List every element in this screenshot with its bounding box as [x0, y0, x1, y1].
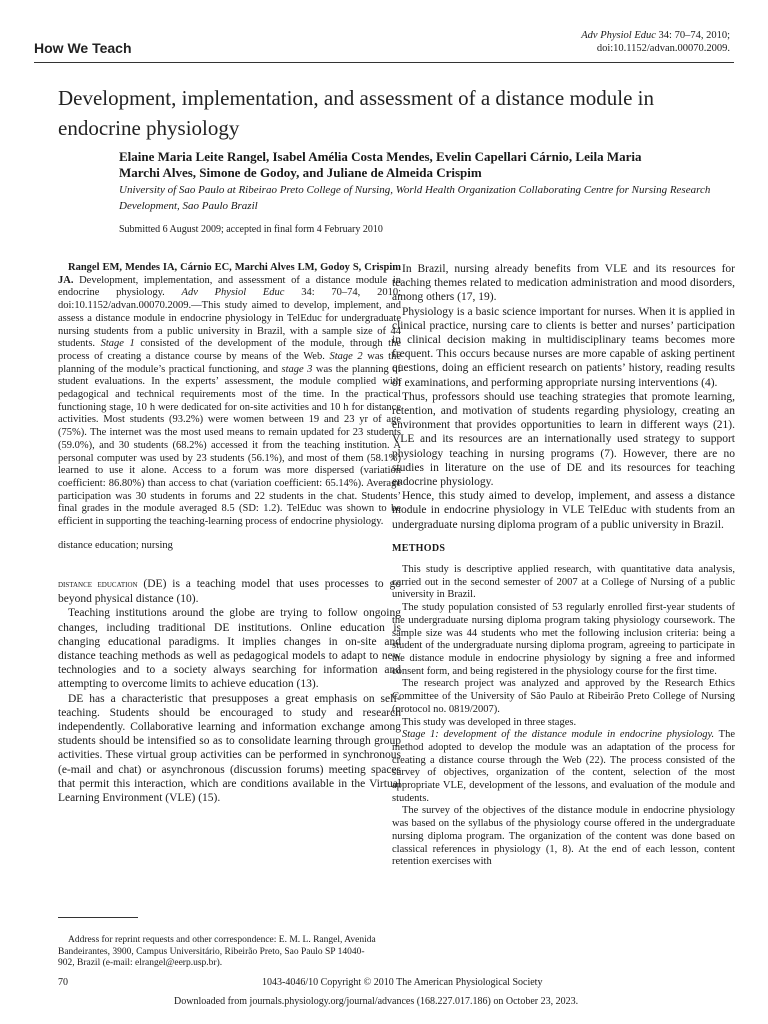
intro-paragraph-1 [58, 577, 401, 606]
methods-paragraph-5-text: The method adopted to develop the module was an adaptation of the process for creating a distance course through the Web (22). The process consisted of the survey of objectives, organization of the content, selection of the most appropriate VLE, development of the lessons, and evaluation of the module and students. [392, 729, 736, 804]
right-column [392, 262, 735, 869]
abstract-citation-title: Development, implementation, and assessment of a distance module in endocrine physiology. [58, 274, 401, 299]
methods-paragraph-2: The study population consisted of 53 regularly enrolled first-year students of the undergraduate nursing diploma program taking physiology coursework. The sample size was 44 students who met the following inclusion criteria: being a student of the undergraduate nursing diploma program, agreeing to participate in the distance module in endocrine physiology by signing a free and informed consent form, and being registered in the physiology course for the first time. [392, 602, 735, 677]
abstract-stage3-label: stage 3 [281, 363, 313, 375]
methods-paragraph-3: The research project was analyzed and approved by the Research Ethics Committee of the University of São Paulo at Ribeirão Preto College of Nursing (protocol no. 0819/2007). [392, 678, 735, 715]
submission-dates: Submitted 6 August 2009; accepted in final form 4 February 2010 [119, 224, 383, 235]
abstract-stage2-text: was the planning of the module’s practical functioning, and [58, 350, 402, 375]
abstract-stage3-text: was the planning of student evaluations. In the experts’ assessment, the module complied with pedagogical and technical requirements most of the time. In the practical functioning stage, 10 h were dedicated for on-site activities and 10 h for distance activities. Most students (93.2%) were women between 19 and 23 yr of age (75%). The internet was the most used means to remain updated for 23 students (59.0%), and 30 students (68.2%) accessed it from the teaching institution. A personal computer was used by 23 students (56.1%), and most of them (58.1%) learned to use it alone. Access to a forum was more dispersed (variation coefficient: 86.80%) than access to chat (variation coefficient: 65.14%). Average participation was 30 students in forums and 22 students in the chat. Students’ final grades in the module averaged 8.5 (SD: 1.2). TelEduc was shown to be efficient in supporting the teaching-learning process of endocrine physiology. [58, 363, 401, 528]
header-divider [34, 62, 734, 63]
stage1-heading: Stage 1: development of the distance module in endocrine physiology. [402, 729, 715, 741]
abstract-citation-authors: Rangel EM, Mendes IA, Cárnio EC, Marchi Alves LM, Godoy S, Crispim JA. [58, 262, 401, 286]
abstract-text-intro: 34: 70–74, 2010; doi:10.1152/advan.00070.2009.—This study aimed to develop, implement, and assess a distance module in endocrine physiology in TelEduc for undergraduate nursing students from a public university in Brazil, with a sample size of 44 students. [58, 287, 401, 350]
methods-heading: METHODS [392, 542, 446, 554]
author-list: Elaine Maria Leite Rangel, Isabel Amélia Costa Mendes, Evelin Capellari Cárnio, Leila Maria Marchi Alves, Simone de Godoy, and Juliane de Almeida Crispim [119, 149, 642, 180]
left-column [58, 262, 401, 805]
abstract-journal: Adv Physiol Educ [181, 287, 285, 299]
methods-paragraph-1: This study is descriptive applied research, with quantitative data analysis, carried out in the second semester of 2007 at a College of Nursing of a public university in Brazil. [392, 564, 735, 601]
body-paragraph-3: Thus, professors should use teaching strategies that promote learning, retention, and motivation of students regarding physiology, creating an environment that provides opportunities to learn in different ways (21). VLE and its resources are an internationally used strategy to support physiology teaching in nursing programs (7). However, there are no studies in literature on the use of DE and its resources for teaching endocrine physiology. [392, 390, 735, 489]
methods-paragraph-4: This study was developed in three stages. [402, 716, 577, 728]
affiliation: University of Sao Paulo at Ribeirao Preto College of Nursing, World Health Organization Collaborating Centre for Nursing Research Development, Sao Paulo Brazil [119, 184, 711, 212]
intro-paragraph-1-text: (DE) is a teaching model that uses processes to go beyond physical distance (10). [58, 577, 401, 606]
correspondence-footnote: Address for reprint requests and other correspondence: E. M. L. Rangel, Avenida Bandeirantes, 3900, Campus Universitário, Ribeirão Preto, Sao Paulo SP 14040-902, Brazil (e-mail: elrangel@eerp.usp.br). [58, 935, 376, 969]
journal-doi: doi:10.1152/advan.00070.2009. [596, 43, 730, 54]
journal-citation [581, 29, 730, 55]
download-note: Downloaded from journals.physiology.org/journal/advances (168.227.017.186) on October 23, 2023. [174, 996, 579, 1007]
copyright-line: 1043-4046/10 Copyright © 2010 The American Physiological Society [262, 977, 543, 988]
body-paragraph-2: Physiology is a basic science important for nurses. When it is applied in clinical practice, nursing care to clients is better and nurses’ participation in clinical decision making in multidisciplinary teams becomes more frequent. This occurs because nurses are more capable of asking pertinent questions, doing an efficient research on patients’ history, reading results of examinations, and performing appropriate nursing interventions (4). [392, 305, 735, 389]
keywords: distance education; nursing [58, 539, 173, 551]
methods-paragraph-5 [392, 729, 735, 805]
abstract-stage2-label: Stage 2 [329, 350, 363, 362]
page-number: 70 [58, 977, 68, 988]
section-label: How We Teach [34, 40, 132, 56]
body-paragraph-4: Hence, this study aimed to develop, implement, and assess a distance module in endocrine physiology in VLE TelEduc with students from an undergraduate nursing diploma program of a public university in Brazil. [392, 490, 735, 531]
body-paragraph-1: In Brazil, nursing already benefits from VLE and its resources for teaching themes related to medication administration and mood disorders, among others (17, 19). [392, 263, 735, 304]
intro-lead-smallcaps: distance education [58, 578, 138, 590]
abstract [58, 262, 401, 529]
abstract-stage1-label: Stage 1 [100, 338, 135, 350]
journal-name: Adv Physiol Educ [581, 30, 656, 41]
methods-paragraph-6: The survey of the objectives of the distance module in endocrine physiology was based on the syllabus of the physiology course offered in the undergraduate nursing diploma program. The organization of the content was done based on classical references in physiology (1, 8). At the end of each lesson, content retention exercises with [392, 805, 735, 868]
journal-volume: 34: 70–74, 2010; [655, 30, 730, 41]
abstract-stage1-text: consisted of the development of the module, through the process of creating a distance course by means of the Web. [58, 338, 402, 362]
intro-paragraph-2: Teaching institutions around the globe are trying to follow ongoing changes, including traditional DE institutions. Online education is changing educational paradigms. It implies changes in on-site and distance teaching methods as well as pedagogical models to adapt to new technologies and to a society always searching for information and attempting to overcome limits to achieve education (13). [58, 607, 401, 691]
article-title: Development, implementation, and assessment of a distance module in endocrine physiology [58, 86, 655, 140]
intro-paragraph-3: DE has a characteristic that presupposes a great emphasis on self-teaching. Students should be encouraged to study and research independently. Collaborative learning and information exchange among students should be intensified so as to consolidate learning through group activities. These virtual group activities can be performed in synchronous (e-mail and chat) or asynchronous (discussion forums) meeting spaces that permit this interaction, which are conditions available in the Virtual Learning Environment (VLE) (15). [58, 692, 401, 805]
footnote-divider [58, 917, 138, 918]
